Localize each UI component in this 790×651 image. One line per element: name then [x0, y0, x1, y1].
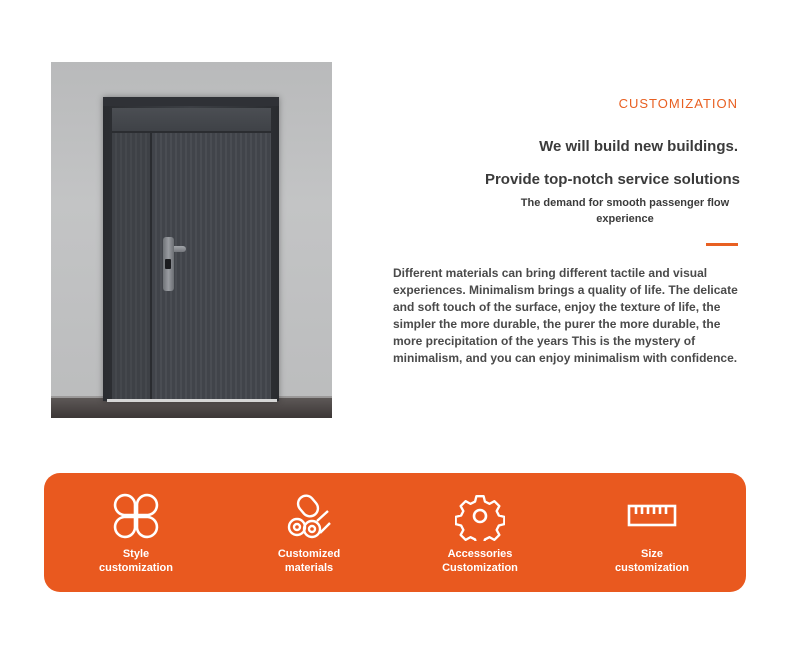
body-copy: Different materials can bring different tactile and visual experiences. Minimalism brings a quality of life. The delicate and soft touch of the surface, enjoy the texture of life, the simpler the more durable, the purer the more durable, the more precipitation of the years This is the mystery of minimalism, and you can enjoy minimalism with confidence.: [393, 266, 738, 365]
door-handle-lever: [174, 246, 186, 252]
feature-label: Customized materials: [277, 548, 341, 574]
door-frame: [103, 97, 279, 401]
clover-icon: [111, 491, 161, 541]
feature-accessories-customization: [415, 491, 545, 575]
door-frame-top: [103, 97, 279, 106]
feature-bar: [44, 473, 746, 592]
material-rolls-icon: [284, 491, 334, 541]
feature-customized-materials: [244, 491, 374, 575]
feature-label: Style customization: [99, 548, 173, 574]
tagline: The demand for smooth passenger flow experience: [520, 197, 730, 225]
section-eyebrow: CUSTOMIZATION: [618, 96, 738, 111]
feature-label: Accessories Customization: [442, 548, 518, 574]
feature-label: Size customization: [615, 548, 689, 574]
feature-size-customization: [587, 491, 717, 575]
door-photo: [51, 62, 332, 418]
headline: We will build new buildings.: [539, 138, 738, 155]
door-transom: [112, 108, 271, 133]
door-side-leaf: [112, 133, 152, 401]
smart-lock-pad: [165, 259, 171, 269]
subheadline: Provide top-notch service solutions: [484, 171, 740, 188]
door-threshold: [107, 399, 277, 402]
feature-style-customization: [71, 491, 201, 575]
accent-divider: [706, 243, 738, 246]
gear-icon: [455, 491, 505, 541]
ruler-icon: [627, 491, 677, 541]
